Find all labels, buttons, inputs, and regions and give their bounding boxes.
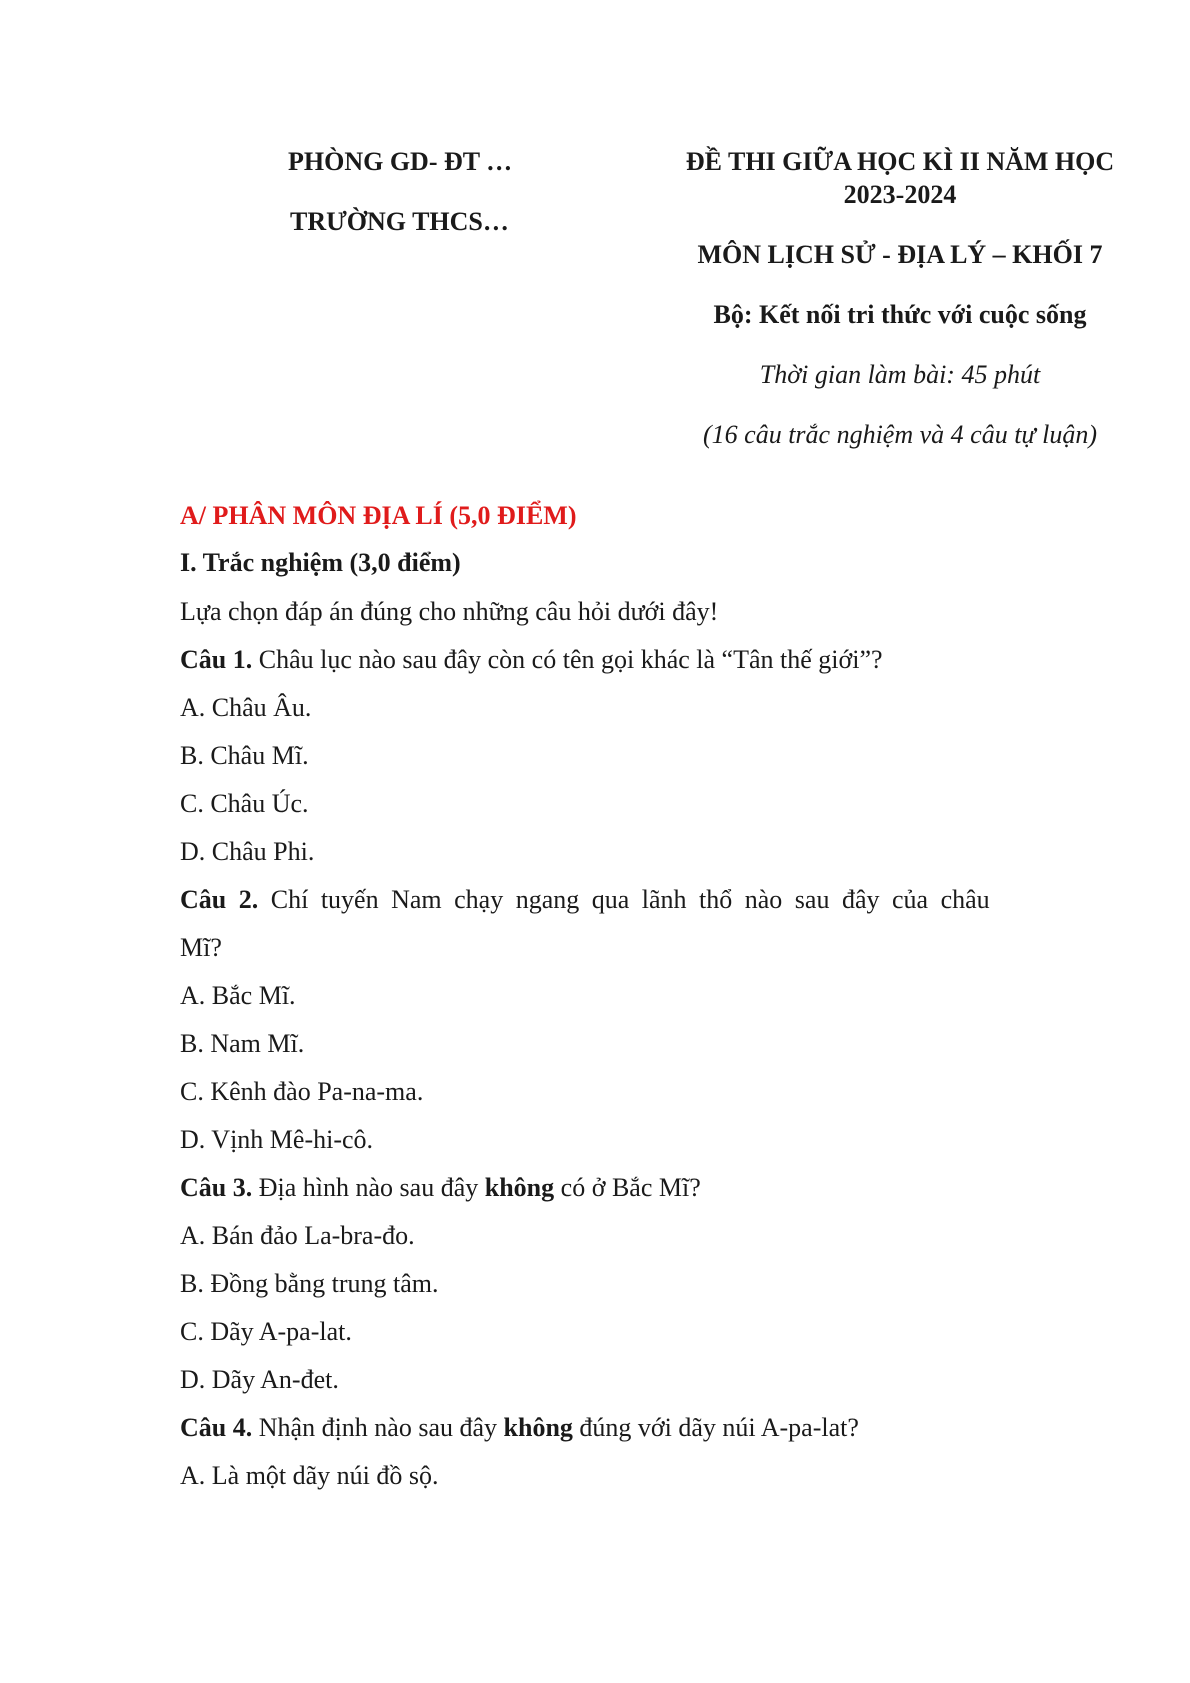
- question-3: [180, 1173, 701, 1203]
- exam-subject: MÔN LỊCH SỬ - ĐỊA LÝ – KHỐI 7: [697, 240, 1103, 269]
- option-c: C. Dãy A-pa-lat.: [180, 1317, 352, 1346]
- exam-time: Thời gian làm bài: 45 phút: [759, 360, 1041, 389]
- option-d: D. Vịnh Mê-hi-cô.: [180, 1125, 374, 1154]
- option-a: A. Châu Âu.: [180, 693, 312, 722]
- question-text: Châu lục nào sau đây còn có tên gọi khác là “Tân thế giới”?: [252, 645, 883, 674]
- school-name: TRƯỜNG THCS…: [290, 207, 509, 236]
- option-d: D. Châu Phi.: [180, 837, 315, 866]
- option-b: B. Đồng bằng trung tâm.: [180, 1269, 439, 1298]
- question-text-end: có ở Bắc Mĩ?: [554, 1173, 701, 1202]
- question-text: Chí tuyến Nam chạy ngang qua lãnh thổ nào sau đây của châu: [258, 885, 990, 914]
- exam-title: ĐỀ THI GIỮA HỌC KÌ II NĂM HỌC: [685, 147, 1115, 176]
- question-label: Câu 1.: [180, 645, 253, 674]
- question-2: [180, 885, 1010, 915]
- section-title: A/ PHÂN MÔN ĐỊA LÍ (5,0 ĐIỂM): [180, 501, 577, 530]
- question-2-continued: Mĩ?: [180, 933, 222, 962]
- question-text: Địa hình nào sau đây: [252, 1173, 485, 1202]
- exam-structure: (16 câu trắc nghiệm và 4 câu tự luận): [703, 420, 1097, 449]
- option-a: A. Là một dãy núi đồ sộ.: [180, 1461, 439, 1490]
- exam-year: 2023-2024: [843, 180, 957, 209]
- emphasis-khong: không: [503, 1413, 573, 1442]
- question-4: [180, 1413, 859, 1443]
- option-a: A. Bắc Mĩ.: [180, 981, 296, 1010]
- textbook-series: Bộ: Kết nối tri thức với cuộc sống: [713, 300, 1087, 329]
- question-text: Nhận định nào sau đây: [252, 1413, 504, 1442]
- question-label: Câu 2.: [180, 885, 259, 914]
- department-name: PHÒNG GD- ĐT …: [288, 147, 513, 176]
- option-b: B. Nam Mĩ.: [180, 1029, 305, 1058]
- question-label: Câu 4.: [180, 1413, 253, 1442]
- question-label: Câu 3.: [180, 1173, 253, 1202]
- option-a: A. Bán đảo La-bra-đo.: [180, 1221, 415, 1250]
- option-d: D. Dãy An-đet.: [180, 1365, 339, 1394]
- option-c: C. Châu Úc.: [180, 789, 309, 818]
- option-b: B. Châu Mĩ.: [180, 741, 309, 770]
- part-title: I. Trắc nghiệm (3,0 điểm): [180, 548, 461, 577]
- emphasis-khong: không: [484, 1173, 555, 1202]
- option-c: C. Kênh đào Pa-na-ma.: [180, 1077, 424, 1106]
- instruction: Lựa chọn đáp án đúng cho những câu hỏi dưới đây!: [180, 597, 719, 626]
- question-1: [180, 645, 883, 675]
- question-text-end: đúng với dãy núi A-pa-lat?: [572, 1413, 859, 1442]
